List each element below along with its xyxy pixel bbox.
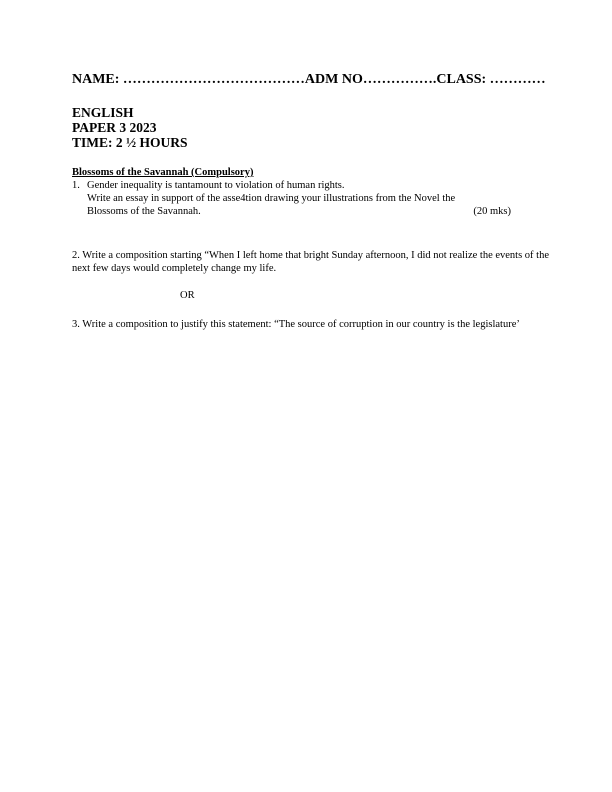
section-title: Blossoms of the Savannah (Compulsory) [72, 167, 254, 178]
question-1-line-2: Write an essay in support of the asse4tion drawing your illustrations from the Novel the [87, 193, 456, 204]
paper-label: PAPER 3 2023 [72, 120, 157, 135]
subject-block [72, 105, 188, 150]
student-details-line: NAME: …………………………………ADM NO…………….CLASS: ………… [72, 72, 546, 87]
question-1-number: 1. [72, 180, 80, 191]
question-1 [72, 179, 562, 218]
question-1-marks: (20 mks) [473, 206, 511, 217]
question-1-text-1: Gender inequality is tantamount to violation of human rights. [87, 180, 345, 191]
question-2: 2. Write a composition starting “When I left home that bright Sunday afternoon, I did not realize the events of the next few days would completely change my life. [72, 250, 549, 274]
question-3: 3. Write a composition to justify this statement: “The source of corruption in our country is the legislature’ [72, 319, 520, 330]
subject-name: ENGLISH [72, 105, 134, 120]
question-1-line-1 [72, 179, 562, 192]
time-label: TIME: 2 ½ HOURS [72, 135, 188, 150]
question-1-text-3: Blossoms of the Savannah. [87, 206, 201, 217]
question-1-line-3 [72, 205, 562, 218]
or-label: OR [180, 290, 195, 301]
